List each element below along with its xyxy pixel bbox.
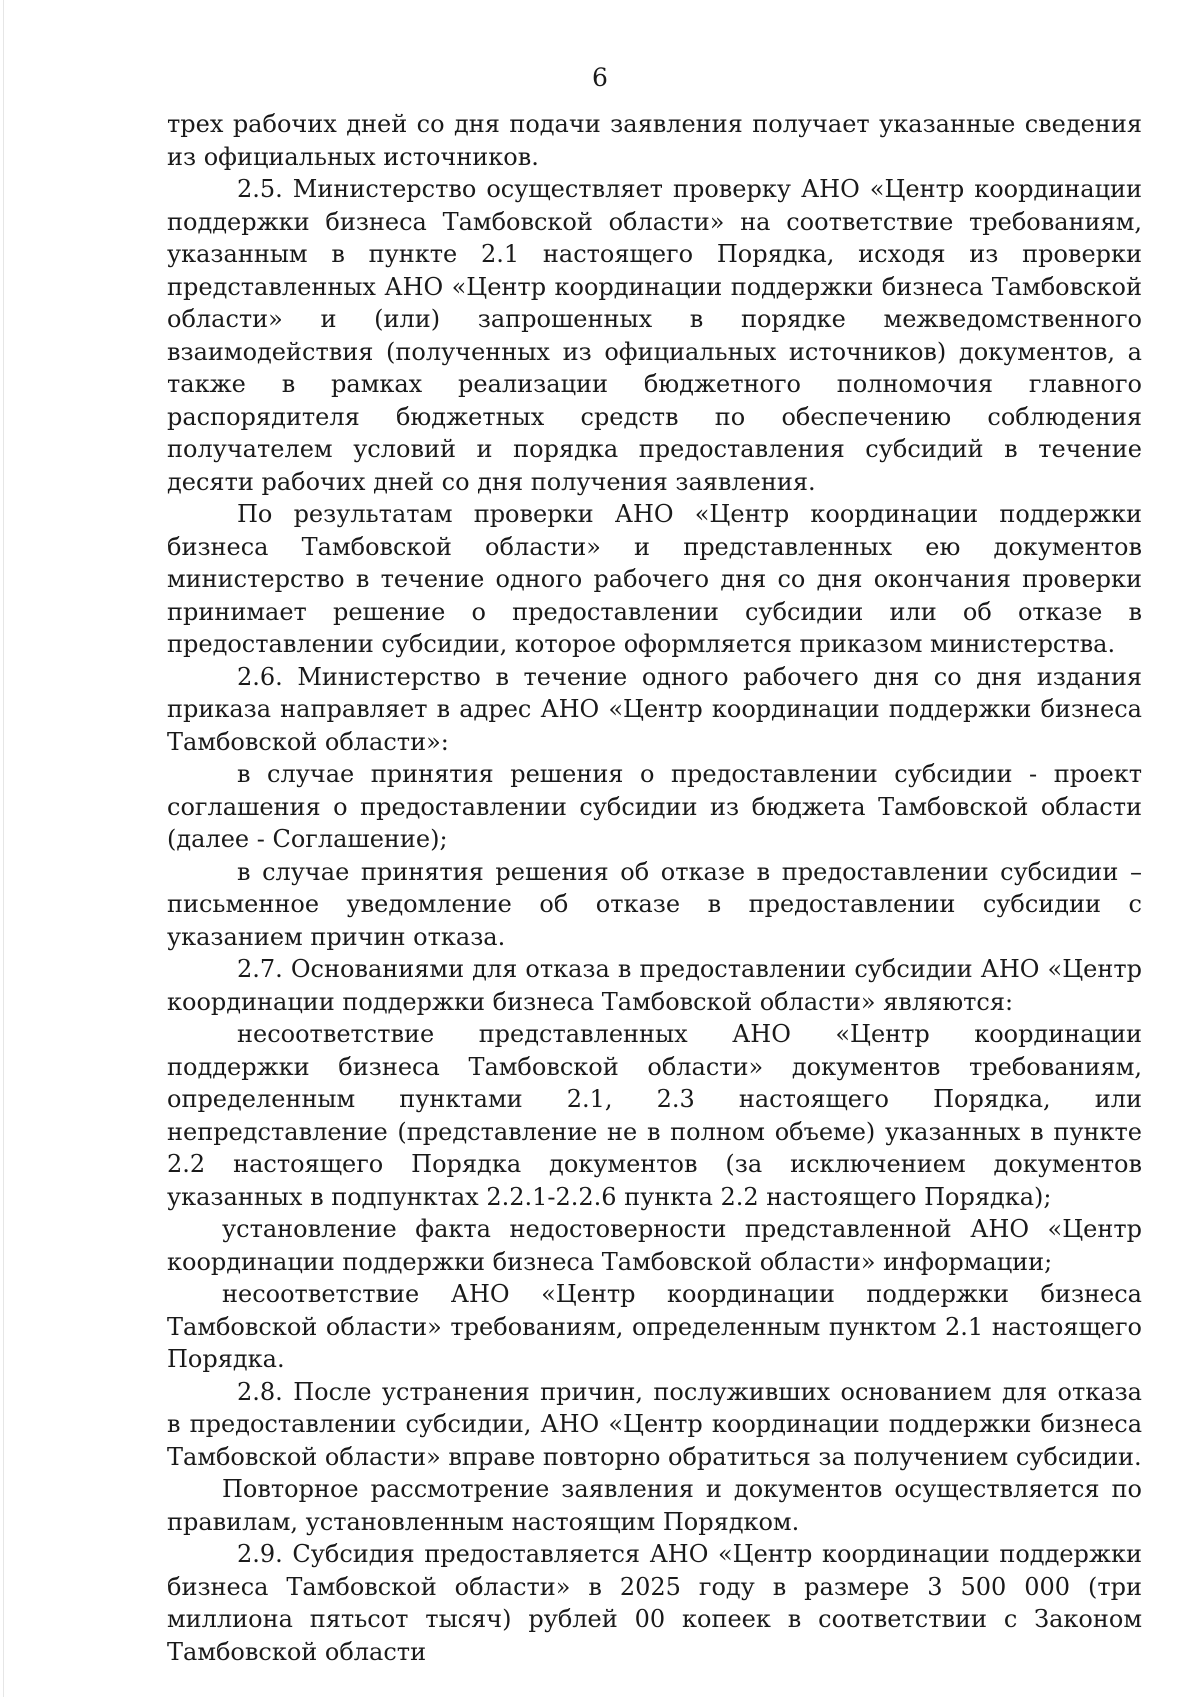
scan-edge bbox=[3, 0, 4, 1697]
paragraph-continuation: трех рабочих дней со дня подачи заявления получает указанные сведения из официальных источников. bbox=[167, 110, 1142, 171]
paragraph-reconsideration: Повторное рассмотрение заявления и документов осуществляется по правилам, установленным настоящим Порядком. bbox=[167, 1475, 1142, 1536]
paragraph-grant-decision: в случае принятия решения о предоставлении субсидии - проект соглашения о предоставлении субсидии из бюджета Тамбовской области (далее - Соглашение); bbox=[167, 760, 1142, 853]
paragraph-2-6: 2.6. Министерство в течение одного рабочего дня со дня издания приказа направляет в адрес АНО «Центр координации поддержки бизнеса Тамбовской области»: bbox=[167, 662, 1142, 756]
page-number: 6 bbox=[592, 63, 608, 92]
paragraph-2-7: 2.7. Основаниями для отказа в предоставлении субсидии АНО «Центр координации поддержки бизнеса Тамбовской области» являются: bbox=[167, 955, 1142, 1016]
paragraph-2-8: 2.8. После устранения причин, послуживших основанием для отказа в предоставлении субсидии, АНО «Центр координации поддержки бизнеса Тамбовской области» вправе повторно обратиться за получением субсидии. bbox=[167, 1377, 1142, 1471]
document-body bbox=[167, 108, 1142, 1668]
paragraph-refusal-decision: в случае принятия решения об отказе в предоставлении субсидии – письменное уведомление об отказе в предоставлении субсидии с указанием причин отказа. bbox=[167, 857, 1142, 951]
paragraph-refusal-ground-1: несоответствие представленных АНО «Центр координации поддержки бизнеса Тамбовской области» документов требованиям, определенным пунктами 2.1, 2.3 настоящего Порядка, или непредставление (представление не в полном объеме) указанных в пункте 2.2 настоящего Порядка документов (за исключением документов указанных в подпунктах 2.2.1-2.2.6 пункта 2.2 настоящего Порядка); bbox=[167, 1020, 1142, 1211]
paragraph-2-9: 2.9. Субсидия предоставляется АНО «Центр координации поддержки бизнеса Тамбовской области» в 2025 году в размере 3 500 000 (три миллиона пятьсот тысяч) рублей 00 копеек в соответствии с Законом Тамбовской области bbox=[167, 1540, 1142, 1666]
paragraph-refusal-ground-3: несоответствие АНО «Центр координации поддержки бизнеса Тамбовской области» требованиям, определенным пунктом 2.1 настоящего Порядка. bbox=[167, 1280, 1142, 1373]
paragraph-check-results: По результатам проверки АНО «Центр координации поддержки бизнеса Тамбовской области» и представленных ею документов министерство в течение одного рабочего дня со дня окончания проверки принимает решение о предоставлении субсидии или об отказе в предоставлении субсидии, которое оформляется приказом министерства. bbox=[167, 500, 1142, 658]
paragraph-refusal-ground-2: установление факта недостоверности представленной АНО «Центр координации поддержки бизнеса Тамбовской области» информации; bbox=[167, 1215, 1142, 1276]
paragraph-2-5: 2.5. Министерство осуществляет проверку АНО «Центр координации поддержки бизнеса Тамбовской области» на соответствие требованиям, указанным в пункте 2.1 настоящего Порядка, исходя из проверки представленных АНО «Центр координации поддержки бизнеса Тамбовской области» и (или) запрошенных в порядке межведомственного взаимодействия (полученных из официальных источников) документов, а также в рамках реализации бюджетного полномочия главного распорядителя бюджетных средств по обеспечению соблюдения получателем условий и порядка предоставления субсидий в течение десяти рабочих дней со дня получения заявления. bbox=[167, 175, 1142, 496]
